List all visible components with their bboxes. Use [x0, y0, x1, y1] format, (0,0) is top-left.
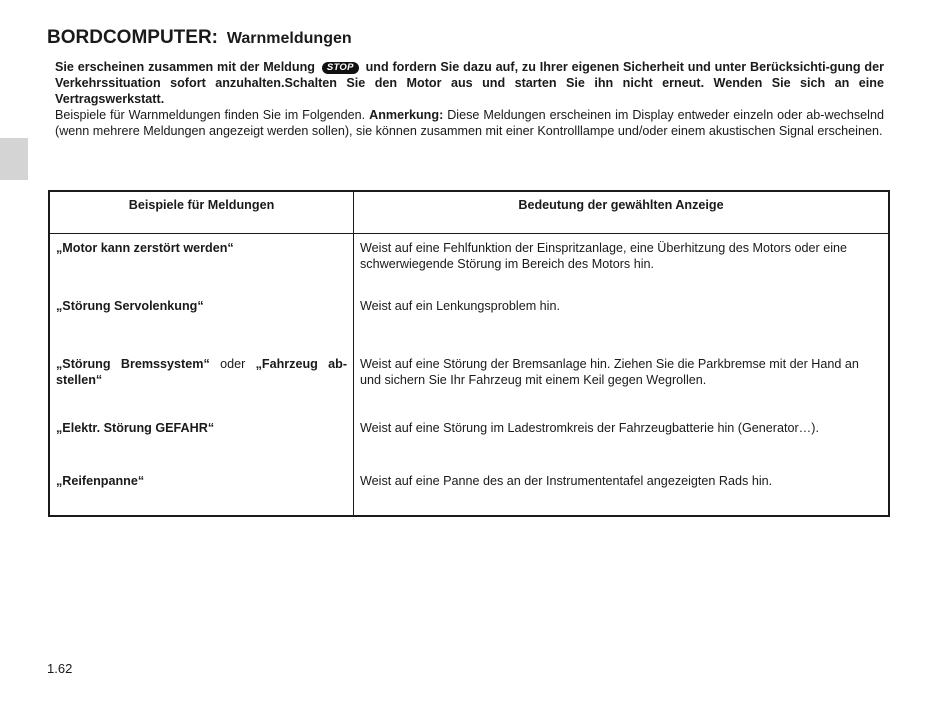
page-title [47, 14, 352, 51]
note-label: Anmerkung: [369, 108, 444, 122]
column-header-examples: Beispiele für Meldungen [49, 191, 354, 234]
meaning-cell: Weist auf ein Lenkungsproblem hin. [354, 293, 890, 351]
page-number: 1.62 [47, 661, 73, 676]
intro-normal-text-2: Diese Meldungen erscheinen im Display entweder einzeln oder ab-wechselnd (wenn mehrere Meldungen angezeigt werden sollen), sie können zusammen mit einer Kontrolllampe und/oder einem akustischen Signal erscheinen. [55, 108, 884, 138]
column-header-meaning: Bedeutung der gewählten Anzeige [354, 191, 890, 234]
example-cell [49, 351, 354, 415]
table-row [49, 351, 889, 415]
example-cell: „Elektr. Störung GEFAHR“ [49, 415, 354, 468]
example-cell: „Motor kann zerstört werden“ [49, 234, 354, 293]
example-part-1: „Störung Bremssystem“ [56, 356, 210, 371]
warning-messages-table [48, 190, 890, 517]
intro-bold-text-1: Sie erscheinen zusammen mit der Meldung [55, 60, 315, 74]
meaning-cell: Weist auf eine Panne des an der Instrumententafel angezeigten Rads hin. [354, 468, 890, 517]
meaning-cell: Weist auf eine Störung im Ladestromkreis der Fahrzeugbatterie hin (Generator…). [354, 415, 890, 468]
example-cell: „Reifenpanne“ [49, 468, 354, 517]
example-cell: „Störung Servolenkung“ [49, 293, 354, 351]
table-row [49, 293, 889, 351]
intro-paragraph [55, 59, 884, 139]
title-main: BORDCOMPUTER: [47, 27, 218, 48]
example-connector: oder [220, 356, 246, 371]
meaning-cell: Weist auf eine Fehlfunktion der Einspritzanlage, eine Überhitzung des Motors oder eine schwerwiegende Störung im Bereich des Motors hin. [354, 234, 890, 293]
table-row [49, 234, 889, 293]
intro-bold-text-2: und fordern Sie dazu auf, zu Ihrer eigenen Sicherheit und unter Berücksichti-gung der Verkehrssituation sofort anzuhalten.Schalten Sie den Motor aus und starten Sie ihn nicht erneut. Wenden Sie sich an eine Vertragswerkstatt. [55, 60, 884, 106]
table-header-row [49, 191, 889, 234]
meaning-cell: Weist auf eine Störung der Bremsanlage hin. Ziehen Sie die Parkbremse mit der Hand an und sichern Sie Ihr Fahrzeug mit einem Keil gegen Wegrollen. [354, 351, 890, 415]
table-row [49, 415, 889, 468]
intro-normal-text-1: Beispiele für Warnmeldungen finden Sie im Folgenden. [55, 108, 366, 122]
section-side-tab [0, 138, 28, 180]
example-part-2: „Fahrzeug ab-stellen“ [56, 356, 348, 387]
title-sub: Warnmeldungen [226, 30, 352, 47]
table-row [49, 468, 889, 517]
stop-warning-icon: STOP [322, 62, 359, 74]
